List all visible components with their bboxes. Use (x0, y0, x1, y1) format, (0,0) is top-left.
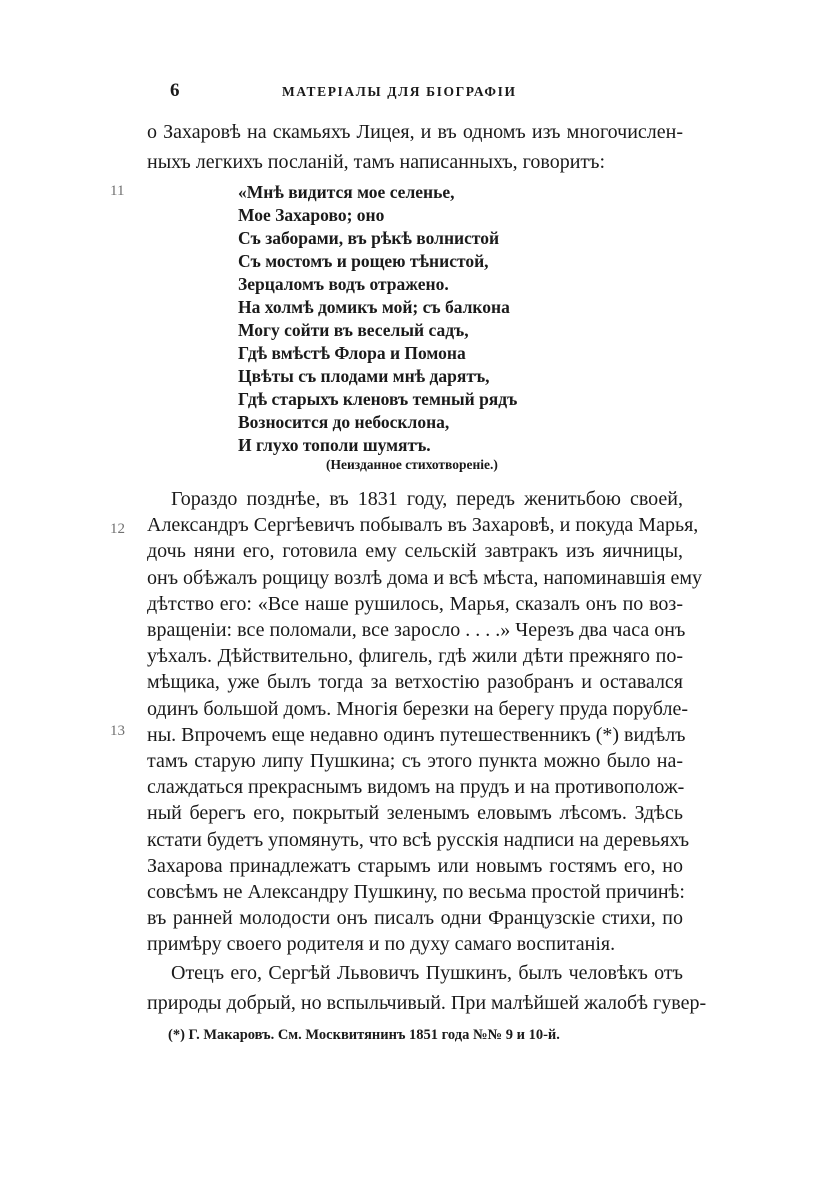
text-line: въ ранней молодости онъ писалъ одни Французскіе стихи, по (147, 907, 683, 930)
text-line: уѣхалъ. Дѣйствительно, флигель, гдѣ жили дѣти прежняго по- (147, 645, 683, 668)
text-line: Захарова принадлежатъ старымъ или новымъ гостямъ его, но (147, 854, 683, 877)
margin-number: 11 (110, 183, 125, 199)
text-line: вращеніи: все поломали, все заросло . . . .» Черезъ два часа онъ (147, 619, 686, 641)
text-line: дочь няни его, готовила ему сельскій завтракъ изъ яичницы, (147, 540, 683, 563)
poem-line: Цвѣты съ плодами мнѣ дарятъ, (238, 366, 490, 386)
text-line: слаждаться прекраснымъ видомъ на прудъ и на противополож- (147, 776, 685, 799)
text-line: онъ обѣжалъ рощицу возлѣ дома и всѣ мѣста, напоминавшія ему (147, 566, 703, 589)
text-line: тамъ старую липу Пушкина; съ этого пункта можно было на- (147, 750, 683, 772)
poem-line: И глухо тополи шумятъ. (238, 435, 431, 455)
margin-number: 12 (110, 521, 125, 537)
poem-line: На холмѣ домикъ мой; съ балкона (238, 297, 510, 317)
text-line: ны. Впрочемъ еще недавно одинъ путешественникъ (*) видѣлъ (147, 723, 686, 746)
poem-line: Съ мостомъ и рощею тѣнистой, (238, 251, 489, 271)
poem-line: Могу сойти въ веселый садъ, (238, 320, 469, 340)
text-line: природы добрый, но вспыльчивый. При малѣйшей жалобѣ гувер- (147, 992, 707, 1014)
poem-line: Зерцаломъ водъ отражено. (238, 274, 449, 294)
page-number: 6 (170, 80, 180, 101)
text-line: совсѣмъ не Александру Пушкину, по весьма простой причинѣ: (147, 881, 685, 903)
poem-line: Гдѣ старыхъ кленовъ темный рядъ (238, 389, 518, 409)
text-line: кстати будетъ упомянуть, что всѣ русскія надписи на деревьяхъ (147, 828, 690, 851)
poem-line: «Мнѣ видится мое селенье, (238, 182, 455, 202)
running-title: МАТЕРІАЛЫ ДЛЯ БІОГРАФІИ (282, 84, 517, 99)
footnote: (*) Г. Макаровъ. См. Москвитянинъ 1851 года №№ 9 и 10-й. (168, 1027, 560, 1043)
text-line: ныхъ легкихъ посланій, тамъ написанныхъ, говоритъ: (147, 151, 606, 173)
text-line: Гораздо позднѣе, въ 1831 году, передъ женитьбою своей, (171, 488, 683, 510)
poem-line: Мое Захарово; оно (238, 205, 385, 225)
text-line: одинъ большой домъ. Многія березки на берегу пруда порублe- (147, 697, 688, 720)
text-line: мѣщика, уже былъ тогда за ветхостію разобранъ и оставался (147, 671, 683, 694)
poem-attribution: (Неизданное стихотвореніе.) (326, 457, 498, 472)
text-line: о Захаровѣ на скамьяхъ Лицея, и въ одномъ изъ многочислен- (147, 121, 683, 143)
margin-number: 13 (110, 723, 125, 739)
text-line: примѣру своего родителя и по духу самаго воспитанія. (147, 933, 616, 956)
text-line: Отецъ его, Сергѣй Львовичъ Пушкинъ, былъ человѣкъ отъ (171, 962, 683, 984)
poem-line: Съ заборами, въ рѣкѣ волнистой (238, 228, 500, 248)
text-line: дѣтство его: «Все наше рушилось, Марья, сказалъ онъ по воз- (147, 592, 683, 615)
poem-line: Возносится до небосклона, (238, 412, 450, 432)
poem-line: Гдѣ вмѣстѣ Флора и Помона (238, 343, 466, 363)
text-line: Александръ Сергѣевичъ побывалъ въ Захаровѣ, и покуда Марья, (147, 514, 699, 537)
text-line: ный берегъ его, покрытый зеленымъ еловымъ лѣсомъ. Здѣсь (147, 802, 683, 825)
